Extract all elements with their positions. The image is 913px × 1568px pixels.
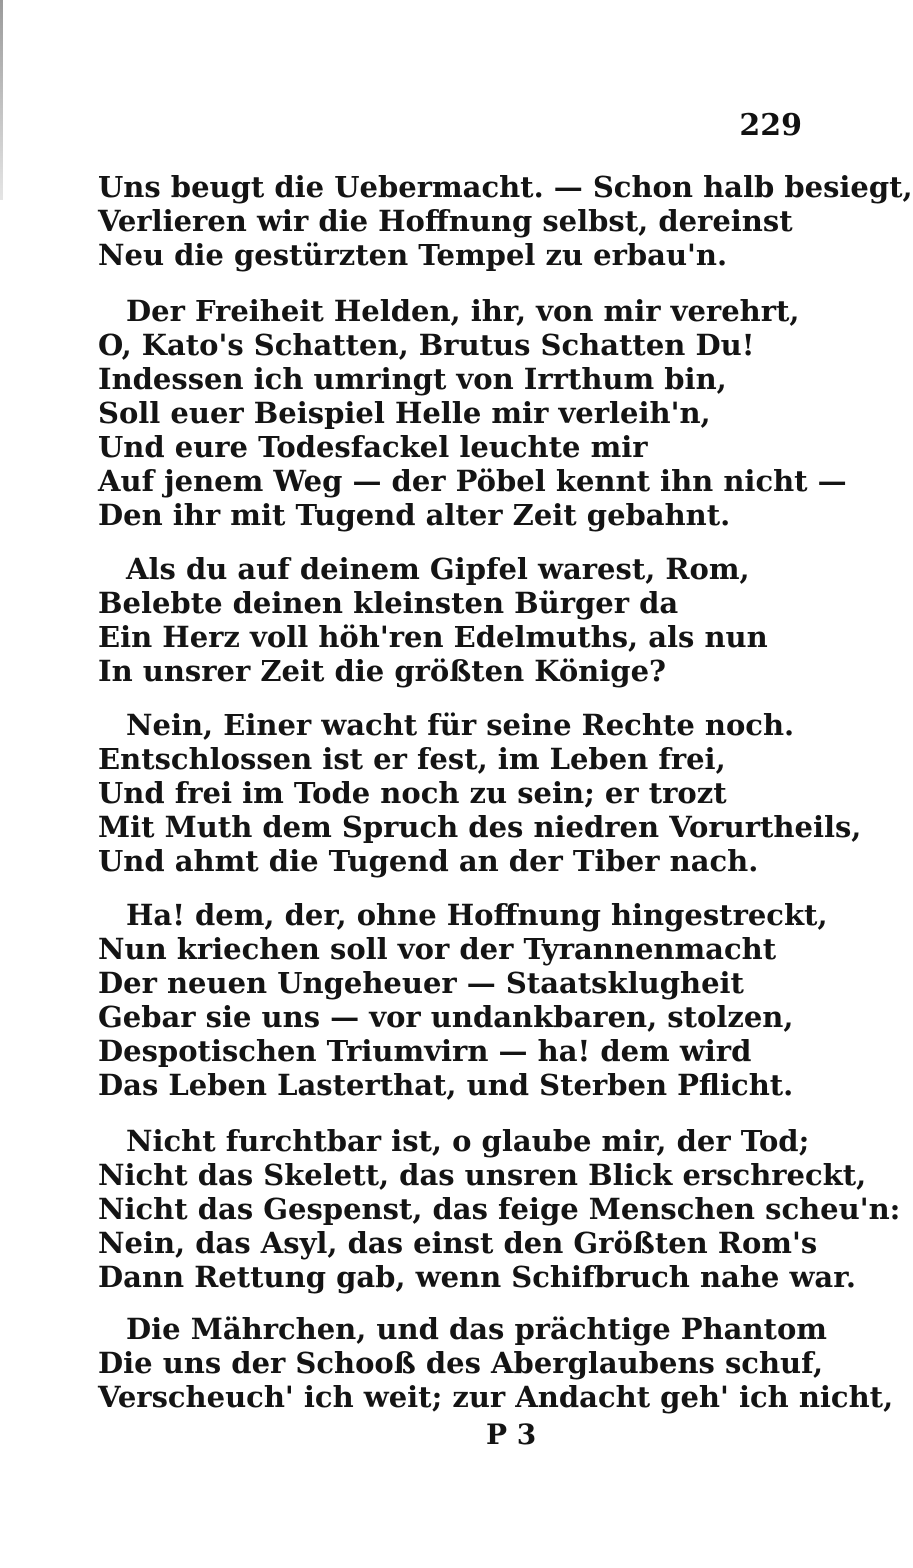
- verse-line: Und frei im Tode noch zu sein; er trozt: [98, 776, 727, 810]
- verse-line: Entschlossen ist er fest, im Leben frei,: [98, 742, 726, 776]
- stanza-7: [98, 1312, 894, 1414]
- verse-line: Die Mährchen, und das prächtige Phantom: [126, 1312, 827, 1346]
- verse-line: Gebar sie uns — vor undankbaren, stolzen,: [98, 1000, 794, 1034]
- verse-line: Der Freiheit Helden, ihr, von mir verehrt,: [126, 294, 800, 328]
- verse-line: Nicht furchtbar ist, o glaube mir, der Tod;: [126, 1124, 810, 1158]
- verse-line: Als du auf deinem Gipfel warest, Rom,: [126, 552, 750, 586]
- verse-line: Indessen ich umringt von Irrthum bin,: [98, 362, 727, 396]
- verse-line: Verlieren wir die Hoffnung selbst, dereinst: [98, 204, 793, 238]
- verse-line: Dann Rettung gab, wenn Schifbruch nahe war.: [98, 1260, 856, 1294]
- verse-line: Nein, Einer wacht für seine Rechte noch.: [126, 708, 795, 742]
- verse-line: Auf jenem Weg — der Pöbel kennt ihn nicht —: [98, 464, 847, 498]
- verse-line: Uns beugt die Uebermacht. — Schon halb besiegt,: [98, 170, 913, 204]
- stanza-3: [98, 552, 818, 688]
- verse-line: Soll euer Beispiel Helle mir verleih'n,: [98, 396, 711, 430]
- stanza-6: [98, 1124, 901, 1294]
- verse-line: Den ihr mit Tugend alter Zeit gebahnt.: [98, 498, 731, 532]
- verse-line: O, Kato's Schatten, Brutus Schatten Du!: [98, 328, 755, 362]
- verse-line: Nein, das Asyl, das einst den Größten Rom's: [98, 1226, 818, 1260]
- verse-line: Despotischen Triumvirn — ha! dem wird: [98, 1034, 752, 1068]
- verse-line: Ha! dem, der, ohne Hoffnung hingestreckt,: [126, 898, 828, 932]
- verse-line: Und eure Todesfackel leuchte mir: [98, 430, 648, 464]
- verse-line: Nicht das Gespenst, das feige Menschen scheu'n:: [98, 1192, 901, 1226]
- verse-line: Neu die gestürzten Tempel zu erbau'n.: [98, 238, 728, 272]
- verse-line: Und ahmt die Tugend an der Tiber nach.: [98, 844, 759, 878]
- stanza-4: [98, 708, 862, 878]
- page-number: 229: [739, 108, 802, 143]
- verse-line: In unsrer Zeit die größten Könige?: [98, 654, 667, 688]
- signature-mark: P 3: [486, 1418, 537, 1451]
- verse-line: Belebte deinen kleinsten Bürger da: [98, 586, 679, 620]
- stanza-5: [98, 898, 828, 1102]
- stanza-1: [98, 170, 913, 272]
- verse-line: Nun kriechen soll vor der Tyrannenmacht: [98, 932, 777, 966]
- verse-line: Das Leben Lasterthat, und Sterben Pflicht.: [98, 1068, 794, 1102]
- verse-line: Nicht das Skelett, das unsren Blick erschreckt,: [98, 1158, 867, 1192]
- verse-line: Mit Muth dem Spruch des niedren Vorurtheils,: [98, 810, 862, 844]
- verse-line: Ein Herz voll höh'ren Edelmuths, als nun: [98, 620, 768, 654]
- verse-line: Die uns der Schooß des Aberglaubens schuf,: [98, 1346, 824, 1380]
- verse-line: Der neuen Ungeheuer — Staatsklugheit: [98, 966, 744, 1000]
- page-edge-shadow: [0, 0, 3, 200]
- verse-line: Verscheuch' ich weit; zur Andacht geh' ich nicht,: [98, 1380, 894, 1414]
- stanza-2: [98, 294, 847, 532]
